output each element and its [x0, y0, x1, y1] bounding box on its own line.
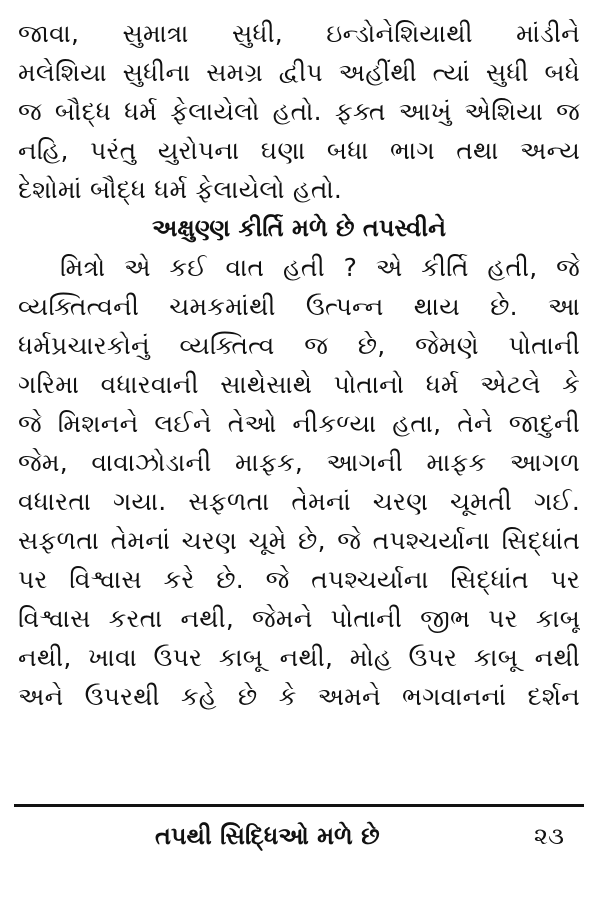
paragraph-line: વધારતા ગયા. સફળતા તેમનાં ચરણ ચૂમતી ગઈ.: [18, 487, 580, 516]
paragraph-line: વ્યક્તિત્વની ચમકમાંથી ઉત્પન્ન થાય છે. આ: [18, 292, 580, 321]
paragraph-line: ધર્મપ્રચારકોનું વ્યક્તિત્વ જ છે, જેમણે પોતાની: [18, 331, 580, 360]
paragraph-line: વિશ્વાસ કરતા નથી, જેમને પોતાની જીભ પર કાબૂ: [18, 604, 580, 633]
section-heading: અક્ષુણ્ણ કીર્તિ મળે છે તપસ્વીને: [152, 214, 446, 242]
running-footer-title: તપથી સિદ્ધિઓ મળે છે: [155, 822, 380, 850]
paragraph-line: નથી, ખાવા ઉપર કાબૂ નથી, મોહ ઉપર કાબૂ નથી: [18, 643, 580, 672]
paragraph-line: અને ઉપરથી કહે છે કે અમને ભગવાનનાં દર્શન: [18, 682, 580, 711]
paragraph-line: સફળતા તેમનાં ચરણ ચૂમે છે, જે તપશ્ચર્યાના સિદ્ધાંત: [18, 526, 580, 555]
paragraph-line: નહિ, પરંતુ યુરોપના ઘણા બધા ભાગ તથા અન્ય: [18, 136, 580, 165]
paragraph-line: પર વિશ્વાસ કરે છે. જે તપશ્ચર્યાના સિદ્ધાંત પર: [18, 565, 580, 594]
paragraph-line: ગરિમા વધારવાની સાથેસાથે પોતાનો ધર્મ એટલે કે: [18, 370, 580, 399]
page-body: [18, 14, 580, 716]
paragraph-line: જાવા, સુમાત્રા સુધી, ઇન્ડોનેશિયાથી માંડીને: [18, 19, 580, 48]
paragraph-line: જેમ, વાવાઝોડાની માફક, આગની માફક આગળ: [18, 448, 580, 477]
paragraph-line: દેશોમાં બૌદ્ધ ધર્મ ફેલાયેલો હતો.: [18, 175, 343, 204]
paragraph-line: જે મિશનને લઈને તેઓ નીકળ્યા હતા, તેને જાદુની: [18, 409, 580, 438]
paragraph-line: મિત્રો એ કઈ વાત હતી ? એ કીર્તિ હતી, જે: [60, 253, 580, 282]
paragraph-line: મલેશિયા સુધીના સમગ્ર દ્વીપ અહીંથી ત્યાં સુધી બધે: [18, 58, 580, 87]
footer-divider: [14, 804, 584, 807]
paragraph-line: જ બૌદ્ધ ધર્મ ફેલાયેલો હતો. ફક્ત આખું એશિયા જ: [18, 97, 580, 126]
page-number: ૨૩: [533, 822, 564, 850]
